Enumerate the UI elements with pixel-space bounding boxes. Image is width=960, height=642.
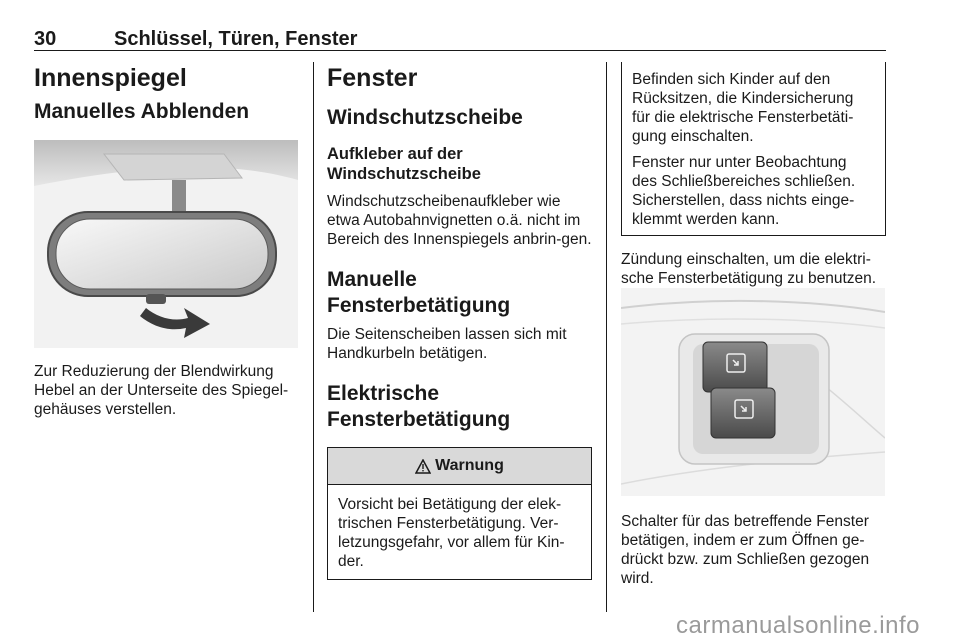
mirror-caption-block: [34, 362, 300, 419]
warning-label: Warnung: [435, 457, 504, 474]
section-title-mirror: Innenspiegel: [34, 64, 187, 92]
mirror-illustration: [34, 140, 298, 348]
window-switch-illustration: [621, 288, 885, 496]
rear-view-mirror-icon: [34, 140, 298, 348]
warning-header: [328, 447, 591, 485]
info-observe: Fenster nur unter Beobachtung des Schließbereiches schließen. Sicherstellen, dass nichts einge-klemmt werden kann.: [632, 154, 856, 228]
column-electric: [621, 62, 886, 288]
heading-windscreen: Windschutzscheibe: [327, 106, 523, 129]
info-children: Befinden sich Kinder auf den Rücksitzen, die Kindersicherung für die elektrische Fensterbetäti-gung einschalten.: [632, 71, 854, 145]
page-header: [34, 28, 886, 51]
section-title-windows: Fenster: [327, 64, 418, 92]
column-divider: [313, 62, 314, 612]
heading-electric-windows: Elektrische Fensterbetätigung: [327, 382, 511, 431]
window-switch-icon: [621, 288, 885, 496]
mirror-caption: Zur Reduzierung der Blendwirkung Hebel an der Unterseite des Spiegel-gehäuses verstellen.: [34, 363, 289, 418]
heading-sticker: Aufkleber auf der Windschutzscheibe: [327, 145, 481, 183]
warning-triangle-icon: [415, 459, 431, 474]
heading-manual-dimming: Manuelles Abblenden: [34, 100, 250, 123]
ignition-text: Zündung einschalten, um die elektri-sche Fensterbetätigung zu benutzen.: [621, 251, 877, 287]
warning-text: Vorsicht bei Betätigung der elek-trischen Fensterbetätigung. Ver-letzungsgefahr, vor allem für Kin-der.: [338, 496, 565, 570]
info-box: [621, 62, 886, 236]
column-mirror: [34, 62, 300, 126]
chapter-title: Schlüssel, Türen, Fenster: [114, 28, 358, 50]
warning-box: [327, 447, 592, 580]
watermark: carmanualsonline.info: [676, 612, 920, 639]
heading-manual-windows: Manuelle Fensterbetätigung: [327, 268, 511, 317]
column-divider: [606, 62, 607, 612]
switch-caption-block: [621, 512, 886, 588]
switch-text: Schalter für das betreffende Fenster betätigen, indem er zum Öffnen ge-drückt bzw. zum Schließen gezogen wird.: [621, 513, 870, 587]
manual-windows-text: Die Seitenscheiben lassen sich mit Handkurbeln betätigen.: [327, 326, 567, 362]
page-number: 30: [34, 28, 57, 50]
column-windows: [327, 62, 592, 580]
sticker-text: Windschutzscheibenaufkleber wie etwa Autobahnvignetten o.ä. nicht im Bereich des Innenspiegels anbrin-gen.: [327, 193, 592, 248]
